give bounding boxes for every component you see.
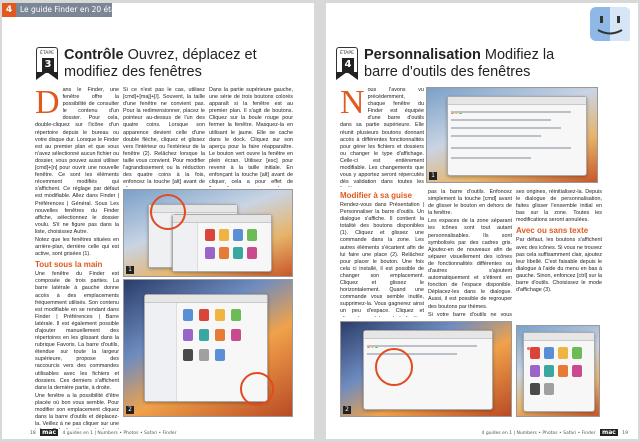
- screenshot-3: [516, 325, 600, 417]
- step-label: ÉTAPE: [40, 51, 54, 56]
- title-bold: Contrôle: [64, 47, 124, 63]
- title-rest: Ouvrez, déplacez et modifiez des fenêtres: [64, 47, 257, 80]
- paragraph: Rendez-vous dans Présentation | Personnaliser la barre d'outils. Un dialogue s'affiche. Il contient la totalité des boutons disponibles (1). Cliquez et glissez une commande dans la zone. Les autres éléments s'écartent afin de lui faire une place (2). Relâchez pour placer le bouton. Une fois cela ci installé, il est possible de changer son emplacement. Cliquez et glissez le horizontalement. Quand une commande vous semble inutile, supprimez-la. Vous gagnerez ainsi un peu d'espace. Cliquez et: [340, 202, 424, 315]
- page-title: [364, 47, 574, 81]
- screenshot-2: [123, 279, 293, 417]
- paragraph: ans le Finder, une fenêtre offre la possibilité de consulter le contenu d'un dossier. Pour cela, double-cliquez sur l'icône d'un répertoire depuis le bureau ou votre disque dur. Lorsque le Finder est au premier plan et que vous n'avez sélectionné aucun fichier ou dossier, vous pouvez aussi utiliser [cmd]+[n] pour ouvrir une nouvelle fenêtre. Ce sont les éléments récemment modifiés qui s'affichent. Ce réglage par défaut est modifiable. Allez dans Finder | Préférences | Général. Sous Les nouvelles fenêtres du Finder affiche, sélectionnez le dossier voulu. S'il ne figure pas dans la liste, choisissez Autre.: [35, 87, 119, 235]
- intro-column: [340, 87, 424, 187]
- paragraph: Les espaces de la zone séparant les icônes sont tout autant personnalisables. Ils sont symbolisés par des cadres gris. Ajoutez-en de nouveaux afin de séparer visuellement des icônes de fonctionnalités différentes ou d'autres s'ajoutent automatiquement et s'étirent en fonction de l'espace disponible. Déplacez-les dans le dialogue. Aussi, il est possible de regrouper des boutons par thèmes.: [428, 218, 512, 310]
- title-rest: Modifiez la barre d'outils des fenêtres: [364, 47, 555, 80]
- screenshot-1: [123, 189, 293, 277]
- screenshot-2: [340, 321, 512, 417]
- highlight-circle: [375, 348, 413, 386]
- page-title: [64, 47, 264, 81]
- paragraph: Notez que les fenêtres situées en arrière-plan, derrière celle qui est active, sont grisées (1).: [35, 236, 119, 258]
- page-number: 18: [30, 431, 36, 436]
- text-column-2: [428, 189, 512, 317]
- text-column-1: [35, 87, 119, 429]
- step-label: ÉTAPE: [340, 51, 354, 56]
- drop-cap: D: [35, 87, 60, 121]
- customize-toolbar-dialog: [447, 96, 587, 176]
- figure-number: 2: [343, 406, 351, 414]
- paragraph: Si ce n'est pas le cas, utilisez [cmd]+[maj]+[/]. Souvent, la taille d'une fenêtre ne convient pas. Pour la redimensionner, placez le pointeur au-dessus de l'un des quatre coins. Lorsque son apparence devient celle d'une double flèche, cliquez et glissez vers l'intérieur ou l'extérieur de la fenêtre (2). Relâchez lorsque la taille vous convient. Pour modifier l'agrandissement ou la réduction des quatre coins à la fois, enfoncez la touche [alt] avant de: [123, 87, 205, 186]
- footer: [482, 429, 628, 436]
- figure-number: 1: [126, 266, 134, 274]
- highlight-circle: [150, 194, 186, 230]
- figure-number: 2: [126, 406, 134, 414]
- title-bold: Personnalisation: [364, 47, 481, 63]
- chapter-title: Le guide Finder en 20 étapes: [20, 5, 129, 14]
- right-page: [326, 3, 638, 439]
- text-column-3: [209, 87, 293, 187]
- subheading: Avec ou sans texte: [516, 226, 589, 236]
- footer-text: 4 guides en 1 | Numbers • Photos • Safari • Finder: [481, 431, 596, 436]
- footer: [30, 429, 176, 436]
- header-bar: [2, 3, 129, 17]
- paragraph: pas la barre d'outils. Enfoncez simplement la touche [cmd] avant de glisser le bouton en dehors de la fenêtre.: [428, 189, 512, 217]
- paragraph: Dans la partie supérieure gauche, une série de trois boutons colorés apparaît si la fenêtre est au premier plan. Il s'agit de boutons. Cliquez sur la boule rouge pour fermer la fenêtre. Masquez-la en utilisant le jaune. Elle se cache dans le dock. Cliquez sur son aperçu pour la faire réapparaître. Le bouton vert ouvre la fenêtre en plein écran. Utilisez [esc] pour revenir à la taille initiale. En enfonçant la touche [alt] avant de cliquer, cela a pour effet de: [209, 87, 293, 186]
- paragraph: Si votre barre d'outils ne vous: [428, 311, 512, 317]
- brand-logo: mac: [42, 429, 57, 436]
- brand-logo: mac: [601, 429, 616, 436]
- text-column-3: [516, 189, 602, 323]
- paragraph: ous l'avons vu précédemment, chaque fenêtre du Finder est équipée d'une barre d'outils dans sa partie supérieure. Elle réunit plusieurs boutons donnant accès à différentes fonctionnalités pour gérer les fichiers et dossiers ou changer le type d'affichage. Celle-ci est entièrement modifiable. Les changements que vous y apportez seront répercutés dès validation dans toutes les: [340, 87, 424, 186]
- left-page: [2, 3, 314, 439]
- screenshot-1: [426, 87, 598, 183]
- subheading: Tout sous la main: [35, 260, 103, 270]
- finder-window: [523, 332, 595, 412]
- figure-number: 1: [429, 172, 437, 180]
- paragraph: Une fenêtre du Finder est composée de trois parties. La barre latérale à gauche donne accès à des emplacements fréquemment utilisés. Son contenu est modifiable en se rendant dans Finder | Préférences | Barre latérale. Il est également possible d'ajouter manuellement des répertoires en les glissant dans la rubrique Favoris. La barre d'outils, étendue sur toute la largeur supérieure, propose des raccourcis vers des commandes utilisables avec les fichiers et dossiers. Ces derniers s'affichent dans la dernière partie, à droite.: [35, 271, 119, 391]
- step-number: 3: [42, 58, 54, 72]
- text-column-2: [123, 87, 205, 187]
- paragraph: Une fenêtre a la possibilité d'être placée où bon vous semble. Pour modifier son emplacement cliquez dans la barre d'outils et déplacez-la. Veillez à ne pas cliquer sur une: [35, 392, 119, 428]
- subheading: Modifier à sa guise: [340, 191, 413, 200]
- step-badge: [336, 47, 358, 81]
- paragraph: Par défaut, les boutons s'affichent avec des icônes. Si vous ne trouvez pas cela suffisamment clair, ajoutez leur libellé. C'est faisable depuis le dialogue à l'aide du menu en bas à gauche. Sinon, enfoncez [ctrl] sur la barre d'outils. Choisissez le mode d'affichage (3).: [516, 237, 602, 294]
- drop-cap: N: [340, 87, 365, 121]
- chapter-number: 4: [2, 3, 16, 17]
- highlight-circle: [240, 372, 274, 406]
- page-number: 19: [622, 431, 628, 436]
- text-column-1: [340, 189, 424, 317]
- paragraph: ses origines, réinitialisez-la. Depuis le dialogue de personnalisation, faites glisser l'ensemble initial en bas sur la zone. Toutes les modifications seront annulées.: [516, 189, 602, 224]
- step-badge: [36, 47, 58, 81]
- step-number: 4: [342, 58, 354, 72]
- footer-text: 4 guides en 1 | Numbers • Photos • Safari • Finder: [62, 431, 177, 436]
- finder-logo-icon: [588, 5, 632, 45]
- finder-window: [172, 214, 272, 272]
